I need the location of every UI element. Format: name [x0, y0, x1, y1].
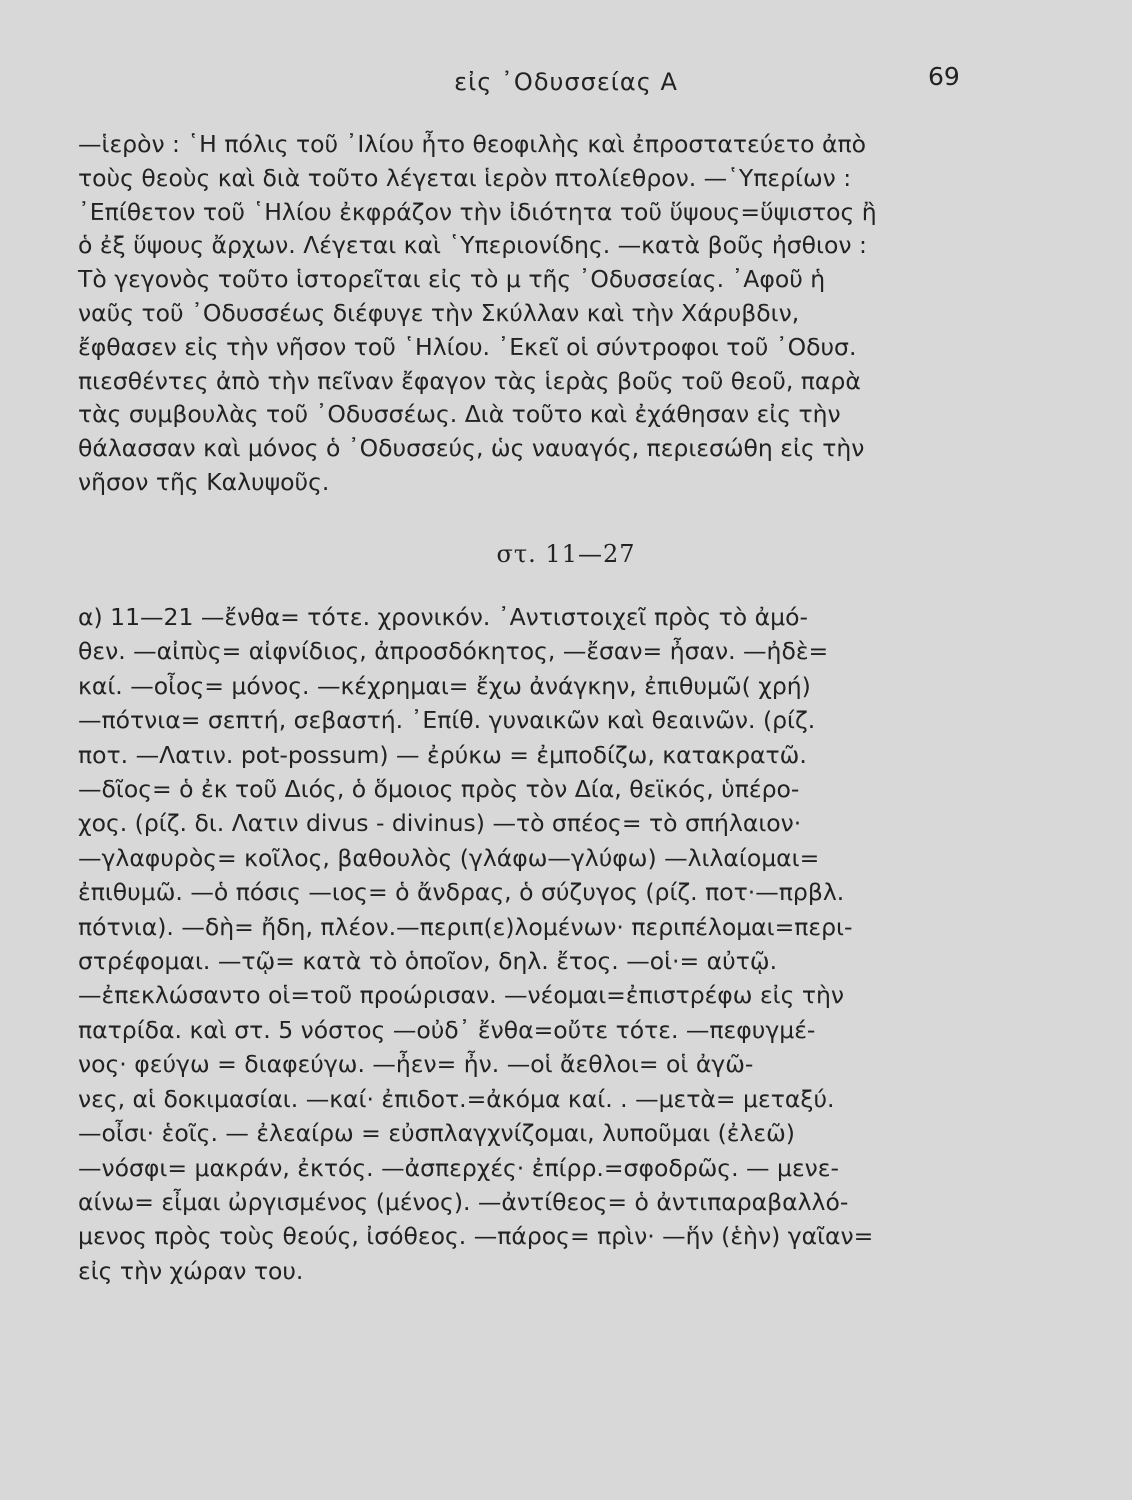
text-line: καί. —οἶος= μόνος. —κέχρημαι= ἔχω ἀνάγκην, ἐπιθυμῶ( χρή)	[78, 671, 811, 700]
text-line: τὰς συμβουλὰς τοῦ ᾿Οδυσσέως. Διὰ τοῦτο καὶ ἐχάθησαν εἰς τὴν	[78, 400, 841, 429]
text-line: —δῖος= ὁ ἐκ τοῦ Διός, ὁ ὅμοιος πρὸς τὸν Δία, θεϊκός, ὑπέρο-	[78, 775, 800, 804]
text-line: θεν. —αἰπὺς= αἰφνίδιος, ἀπροσδόκητος, —ἔσαν= ἦσαν. —ἠδὲ=	[78, 637, 829, 666]
text-line: μενος πρὸς τοὺς θεούς, ἰσόθεος. —πάρος= πρὶν· —ἥν (ἑὴν) γαῖαν=	[78, 1222, 874, 1251]
text-line: —ἐπεκλώσαντο οἱ=τοῦ προώρισαν. —νέομαι=ἐπιστρέφω εἰς τὴν	[78, 981, 845, 1010]
text-line: αίνω= εἶμαι ὠργισμένος (μένος). —ἀντίθεος= ὁ ἀντιπαραβαλλό-	[78, 1187, 849, 1216]
text-line: ᾿Επίθετον τοῦ ῾Ηλίου ἐκφράζον τὴν ἰδιότητα τοῦ ὕψους=ὕψιστος ἢ	[78, 197, 877, 226]
text-line: —γλαφυρὸς= κοῖλος, βαθουλὸς (γλάφω—γλύφω) —λιλαίομαι=	[78, 843, 820, 872]
page-number: 69	[928, 62, 960, 91]
text-line: πατρίδα. καὶ στ. 5 νόστος —οὐδ᾿ ἔνθα=οὔτε τότε. —πεφυγμέ-	[78, 1015, 816, 1044]
text-line: τοὺς θεοὺς καὶ διὰ τοῦτο λέγεται ἱερὸν πτολίεθρον. —῾Υπερίων :	[78, 163, 852, 192]
text-line: χος. (ρίζ. δι. Λατιν divus - divinus) —τὸ σπέος= τὸ σπήλαιον·	[78, 809, 802, 838]
text-line: —ἱερὸν : ῾Η πόλις τοῦ ᾿Ιλίου ἦτο θεοφιλὴς καὶ ἐπροστατεύετο ἀπὸ	[78, 130, 867, 158]
text-line: —πότνια= σεπτή, σεβαστή. ᾿Επίθ. γυναικῶν καὶ θεαινῶν. (ρίζ.	[78, 706, 816, 735]
text-line: πότνια). —δὴ= ἤδη, πλέον.—περιπ(ε)λομένων· περιπέλομαι=περι-	[78, 912, 853, 941]
text-line: νῆσον τῆς Καλυψοῦς.	[78, 467, 330, 496]
text-line: ἐπιθυμῶ. —ὁ πόσις —ιος= ὁ ἄνδρας, ὁ σύζυγος (ρίζ. ποτ·—πρβλ.	[78, 878, 845, 907]
text-line: ὁ ἐξ ὕψους ἄρχων. Λέγεται καὶ ῾Υπεριονίδης. —κατὰ βοῦς ἠσθιον :	[78, 231, 867, 260]
text-line: ναῦς τοῦ ᾿Οδυσσέως διέφυγε τὴν Σκύλλαν καὶ τὴν Χάρυβδιν,	[78, 298, 800, 327]
running-header-title: εἰς ᾿Οδυσσείας Α	[454, 68, 678, 96]
text-line: θάλασσαν καὶ μόνος ὁ ᾿Οδυσσεύς, ὡς ναυαγός, περιεσώθη εἰς τὴν	[78, 434, 865, 463]
text-line: —νόσφι= μακράν, ἐκτός. —ἀσπερχές· ἐπίρρ.=σφοδρῶς. — μενε-	[78, 1153, 839, 1182]
text-line: Τὸ γεγονὸς τοῦτο ἱστορεῖται εἰς τὸ μ τῆς ᾿Οδυσσείας. ᾿Αφοῦ ἡ	[78, 265, 826, 294]
commentary-main-paragraph	[78, 600, 988, 1288]
text-line: ἔφθασεν εἰς τὴν νῆσον τοῦ ῾Ηλίου. ᾿Εκεῖ οἱ σύντροφοι τοῦ ᾿Οδυσ.	[78, 332, 857, 361]
text-line: πιεσθέντες ἀπὸ τὴν πεῖναν ἔφαγον τὰς ἱερὰς βοῦς τοῦ θεοῦ, παρὰ	[78, 366, 861, 395]
text-line: α) 11—21 —ἔνθα= τότε. χρονικόν. ᾿Αντιστοιχεῖ πρὸς τὸ ἀμό-	[78, 603, 808, 631]
text-line: ποτ. —Λατιν. pot-possum) — ἐρύκω = ἐμποδίζω, κατακρατῶ.	[78, 740, 807, 769]
commentary-intro-paragraph	[78, 128, 988, 500]
text-line: νες, αἱ δοκιμασίαι. —καί· ἐπιδοτ.=ἀκόμα καί. . —μετὰ= μεταξύ.	[78, 1084, 835, 1113]
text-line: στρέφομαι. —τῷ= κατὰ τὸ ὁποῖον, δηλ. ἔτος. —οἱ·= αὐτῷ.	[78, 947, 778, 976]
text-line: —οἶσι· ἑοῖς. — ἐλεαίρω = εὐσπλαγχνίζομαι, λυποῦμαι (ἐλεῶ)	[78, 1119, 795, 1148]
section-heading: στ. 11—27	[496, 540, 636, 568]
text-line: νος· φεύγω = διαφεύγω. —ἦεν= ἦν. —οἱ ἄεθλοι= οἱ ἀγῶ-	[78, 1050, 754, 1079]
text-line: εἰς τὴν χώραν του.	[78, 1256, 304, 1285]
